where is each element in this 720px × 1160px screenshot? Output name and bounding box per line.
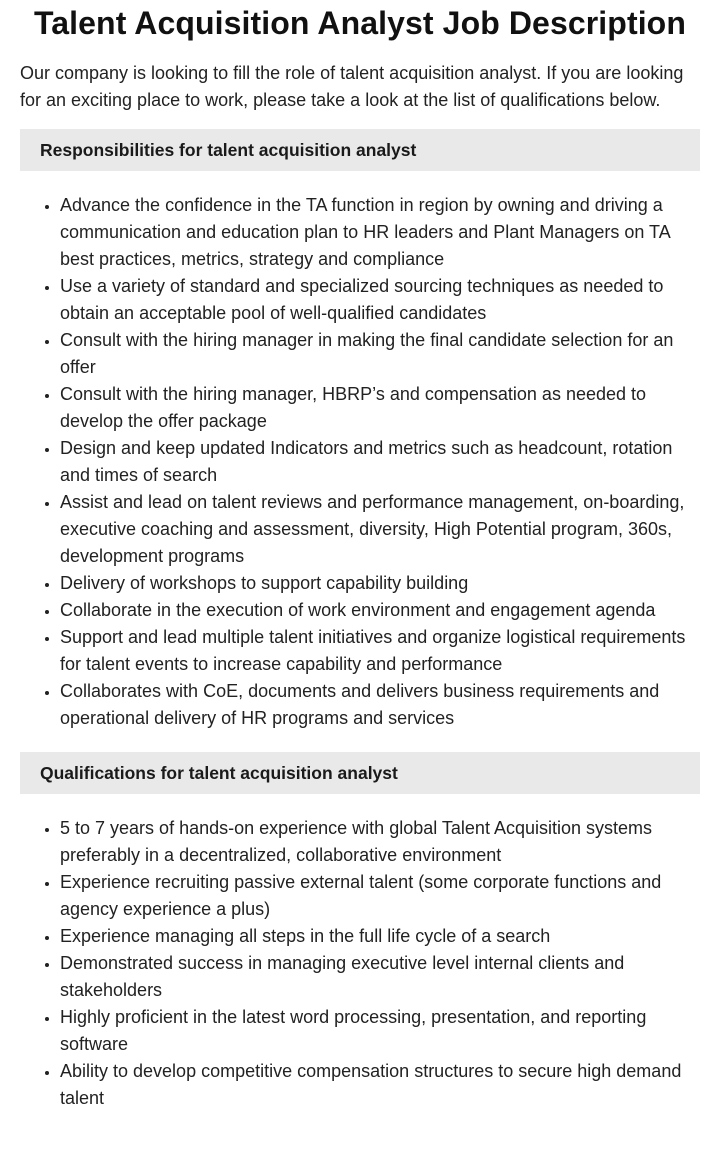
list-item: • Advance the confidence in the TA function in region by owning and driving a communication and education plan to HR leaders and Plant Managers on TA best practices, metrics, strategy and compliance bbox=[60, 192, 700, 273]
list-item: • Assist and lead on talent reviews and performance management, on-boarding, executive coaching and assessment, diversity, High Potential program, 360s, development programs bbox=[60, 489, 700, 570]
list-item: • Use a variety of standard and specialized sourcing techniques as needed to obtain an acceptable pool of well-qualified candidates bbox=[60, 273, 700, 327]
qualifications-heading-label: Qualifications for talent acquisition analyst bbox=[40, 762, 398, 783]
list-item: • Highly proficient in the latest word processing, presentation, and reporting software bbox=[60, 1004, 700, 1058]
qualifications-list bbox=[20, 815, 700, 1112]
page-title: Talent Acquisition Analyst Job Description bbox=[34, 5, 686, 41]
qualifications-heading bbox=[20, 752, 700, 794]
list-item: • Collaborate in the execution of work environment and engagement agenda bbox=[60, 597, 700, 624]
responsibilities-list bbox=[20, 192, 700, 732]
intro-paragraph: Our company is looking to fill the role of talent acquisition analyst. If you are looking for an exciting place to work, please take a look at the list of qualifications below. bbox=[20, 63, 684, 110]
responsibilities-heading-label: Responsibilities for talent acquisition analyst bbox=[40, 139, 417, 160]
list-item: • Design and keep updated Indicators and metrics such as headcount, rotation and times of search bbox=[60, 435, 700, 489]
list-item: • Experience managing all steps in the full life cycle of a search bbox=[60, 923, 700, 950]
list-item: • Delivery of workshops to support capability building bbox=[60, 570, 700, 597]
list-item: • 5 to 7 years of hands-on experience with global Talent Acquisition systems preferably in a decentralized, collaborative environment bbox=[60, 815, 700, 869]
list-item: • Experience recruiting passive external talent (some corporate functions and agency experience a plus) bbox=[60, 869, 700, 923]
responsibilities-heading bbox=[20, 129, 700, 171]
list-item: • Collaborates with CoE, documents and delivers business requirements and operational delivery of HR programs and services bbox=[60, 678, 700, 732]
list-item: • Support and lead multiple talent initiatives and organize logistical requirements for talent events to increase capability and performance bbox=[60, 624, 700, 678]
list-item: • Demonstrated success in managing executive level internal clients and stakeholders bbox=[60, 950, 700, 1004]
list-item: • Ability to develop competitive compensation structures to secure high demand talent bbox=[60, 1058, 700, 1112]
list-item: • Consult with the hiring manager in making the final candidate selection for an offer bbox=[60, 327, 700, 381]
list-item: • Consult with the hiring manager, HBRP’s and compensation as needed to develop the offer package bbox=[60, 381, 700, 435]
